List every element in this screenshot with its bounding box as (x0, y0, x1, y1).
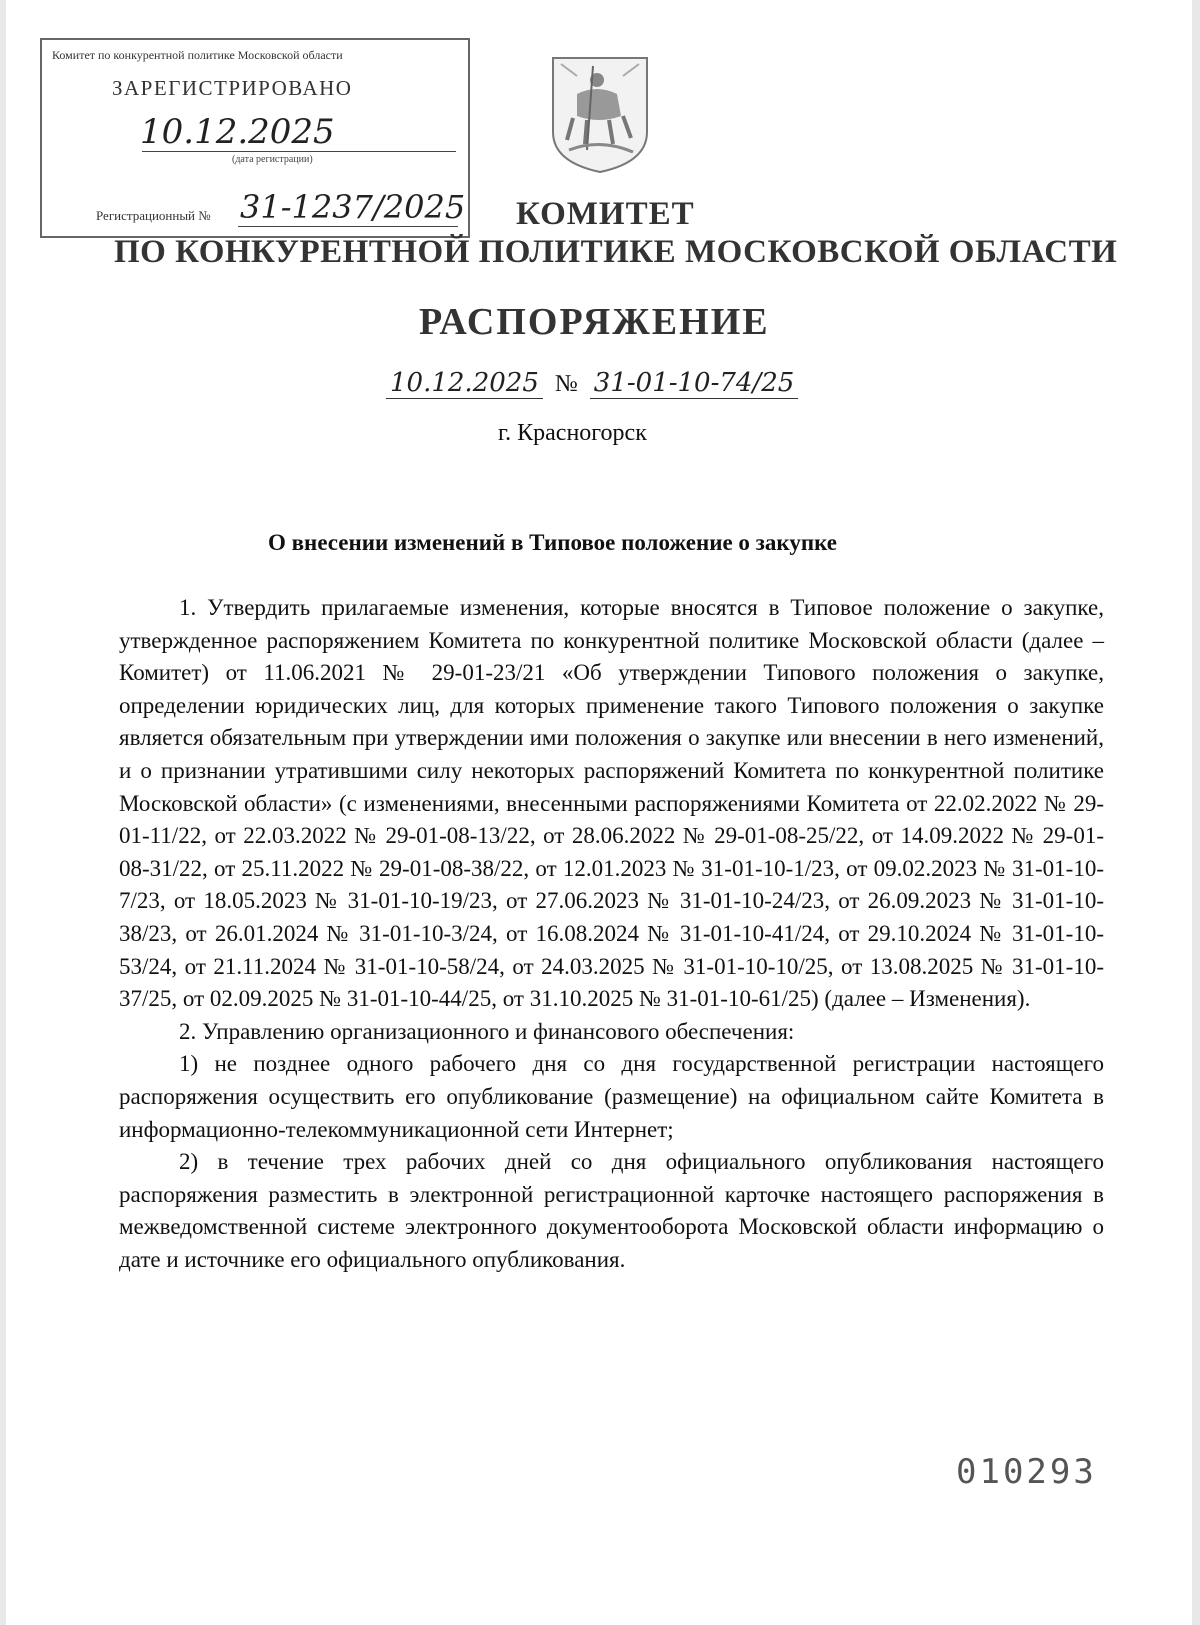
document-body (119, 592, 1104, 1276)
document-type: РАСПОРЯЖЕНИЕ (419, 301, 770, 343)
paragraph: 2. Управлению организационного и финансового обеспечения: (179, 1018, 795, 1044)
document-date: 10.12.2025 (386, 368, 543, 399)
document-heading: О внесении изменений в Типовое положение о закупке (268, 530, 837, 555)
stamp-reg-label: Регистрационный № (96, 208, 211, 223)
stamp-reg-number: 31-1237/2025 (240, 188, 466, 226)
registration-stamp (40, 38, 470, 238)
stamp-title: ЗАРЕГИСТРИРОВАНО (112, 76, 353, 100)
stamp-organization: Комитет по конкурентной политике Московской области (52, 48, 343, 62)
paragraph: 1. Утвердить прилагаемые изменения, которые вносятся в Типовое положение о закупке, утвержденное распоряжением Комитета по конкурентной политике Московской области (далее – Комитет) от 11.06.2021 № 29-01-23/21 «Об утверждении Типового положения о закупке, определении юридических лиц, для которых применение такого Типового положения о закупке является обязательным при утверждении ими положения о закупке или внесении в него изменений, и о признании утратившими силу некоторых распоряжений Комитета по конкурентной политике Московской области» (с изменениями, внесенными распоряжениями Комитета от 22.02.2022 № 29-01-11/22, от 22.03.2022 № 29-01-08-13/22, от 28.06.2022 № 29-01-08-25/22, от 14.09.2022 № 29-01-08-31/22, от 25.11.2022 № 29-01-08-38/22, от 12.01.2023 № 31-01-10-1/23, от 09.02.2023 № 31-01-10-7/23, от 18.05.2023 № 31-01-10-19/23, от 27.06.2023 № 31-01-10-24/23, от 26.09.2023 № 31-01-10-38/23, от 26.01.2024 № 31-01-10-3/24, от 16.08.2024 № 31-01-10-41/24, от 29.10.2024 № 31-01-10-53/24, от 21.11.2024 № 31-01-10-58/24, от 24.03.2025 № 31-01-10-10/25, от 13.08.2025 № 31-01-10-37/25, от 02.09.2025 № 31-01-10-44/25, от 31.10.2025 № 31-01-10-61/25) (далее – Изменения). (119, 595, 1104, 1012)
document-city: г. Красногорск (498, 420, 647, 446)
document-number: 31-01-10-74/25 (590, 368, 799, 399)
barcode-number: 010293 (956, 1452, 1097, 1492)
org-name-line2: ПО КОНКУРЕНТНОЙ ПОЛИТИКЕ МОСКОВСКОЙ ОБЛАСТИ (114, 234, 1118, 270)
number-sign: № (554, 371, 578, 397)
paragraph: 1) не позднее одного рабочего дня со дня государственной регистрации настоящего распоряжения осуществить его опубликование (размещение) на официальном сайте Комитета в информационно-телекоммуникационной сети Интернет; (119, 1051, 1104, 1142)
document-page (6, 0, 1192, 1625)
paragraph: 2) в течение трех рабочих дней со дня официального опубликования настоящего распоряжения разместить в электронной регистрационной карточке настоящего распоряжения в межведомственной системе электронного документооборота Московской области информацию о дате и источнике его официального опубликования. (119, 1149, 1104, 1272)
stamp-date-underline (142, 151, 456, 152)
org-name-line1: КОМИТЕТ (516, 196, 695, 232)
coat-of-arms-icon (547, 54, 653, 174)
stamp-reg-underline (238, 226, 458, 227)
stamp-date-caption: (дата регистрации) (232, 154, 313, 165)
stamp-date: 10.12.2025 (140, 112, 335, 152)
document-date-number (386, 368, 798, 398)
